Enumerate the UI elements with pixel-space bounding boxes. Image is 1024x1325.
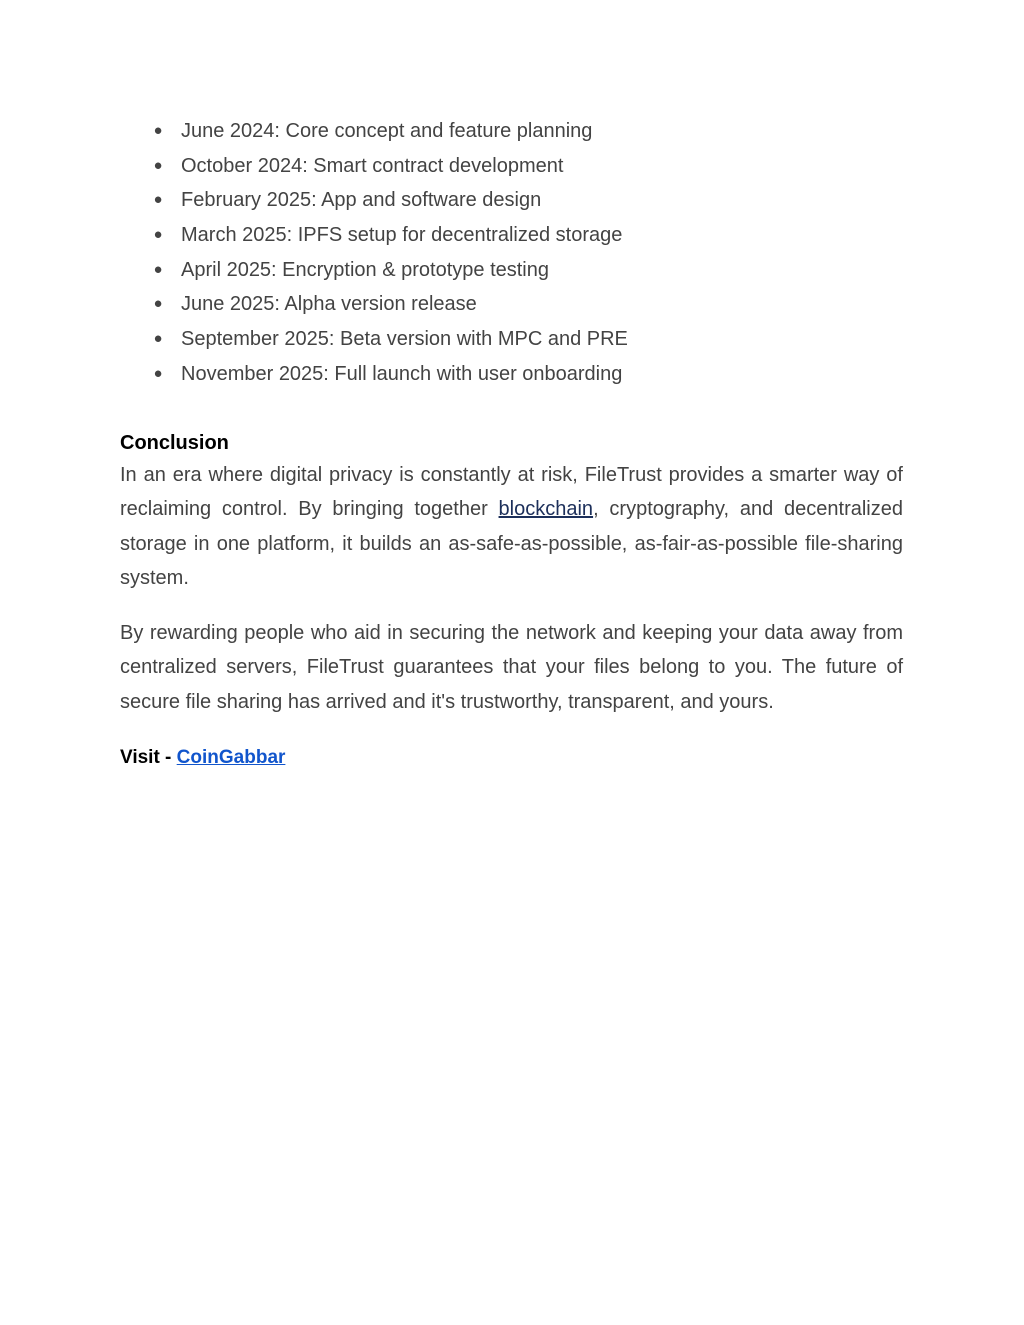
list-item	[120, 253, 903, 288]
visit-label: Visit	[120, 746, 160, 768]
blockchain-link[interactable]: blockchain	[498, 498, 594, 521]
list-item-text: October 2024: Smart contract development	[181, 154, 564, 177]
list-item-text: September 2025: Beta version with MPC and PRE	[181, 328, 628, 351]
list-item	[120, 183, 903, 218]
bullet-icon: ●	[153, 330, 163, 348]
bullet-icon: ●	[153, 122, 163, 139]
list-item	[120, 149, 903, 184]
bullet-icon: ●	[153, 156, 163, 174]
bullet-icon: ●	[153, 364, 163, 382]
paragraph-text: In an era where digital privacy is constantly at risk, FileTrust provides a smarter way of reclaiming control. By bringing together	[120, 463, 903, 521]
conclusion-paragraph-2: By rewarding people who aid in securing the network and keeping your data away from centralized servers, FileTrust guarantees that your files belong to you. The future of secure file sharing has arrived and it's trustworthy, transparent, and yours.	[120, 621, 903, 714]
list-item-text: April 2025: Encryption & prototype testing	[181, 258, 549, 281]
conclusion-paragraph-1	[120, 458, 903, 596]
bullet-icon: ●	[153, 295, 163, 313]
list-item	[120, 287, 903, 322]
visit-line	[120, 744, 903, 772]
visit-separator: -	[159, 746, 177, 768]
page-content	[120, 114, 903, 772]
list-item-text: March 2025: IPFS setup for decentralized storage	[181, 224, 623, 247]
milestone-list	[120, 114, 903, 392]
bullet-icon: ●	[153, 260, 163, 278]
list-item	[120, 218, 903, 253]
list-item	[120, 114, 903, 149]
list-item-text: June 2024: Core concept and feature planning	[181, 120, 593, 142]
coingabbar-link[interactable]: CoinGabbar	[176, 746, 286, 768]
conclusion-heading: Conclusion	[120, 431, 229, 454]
list-item	[120, 322, 903, 357]
list-item-text: June 2025: Alpha version release	[181, 293, 477, 316]
list-item	[120, 357, 903, 392]
list-item-text: February 2025: App and software design	[181, 189, 542, 212]
list-item-text: November 2025: Full launch with user onboarding	[181, 362, 623, 385]
bullet-icon: ●	[153, 226, 163, 244]
paragraph-text: , cryptography, and decentralized storage in one platform, it builds an as-safe-as-possible, as-fair-as-possible file-sharing system.	[120, 498, 903, 590]
bullet-icon: ●	[153, 191, 163, 209]
